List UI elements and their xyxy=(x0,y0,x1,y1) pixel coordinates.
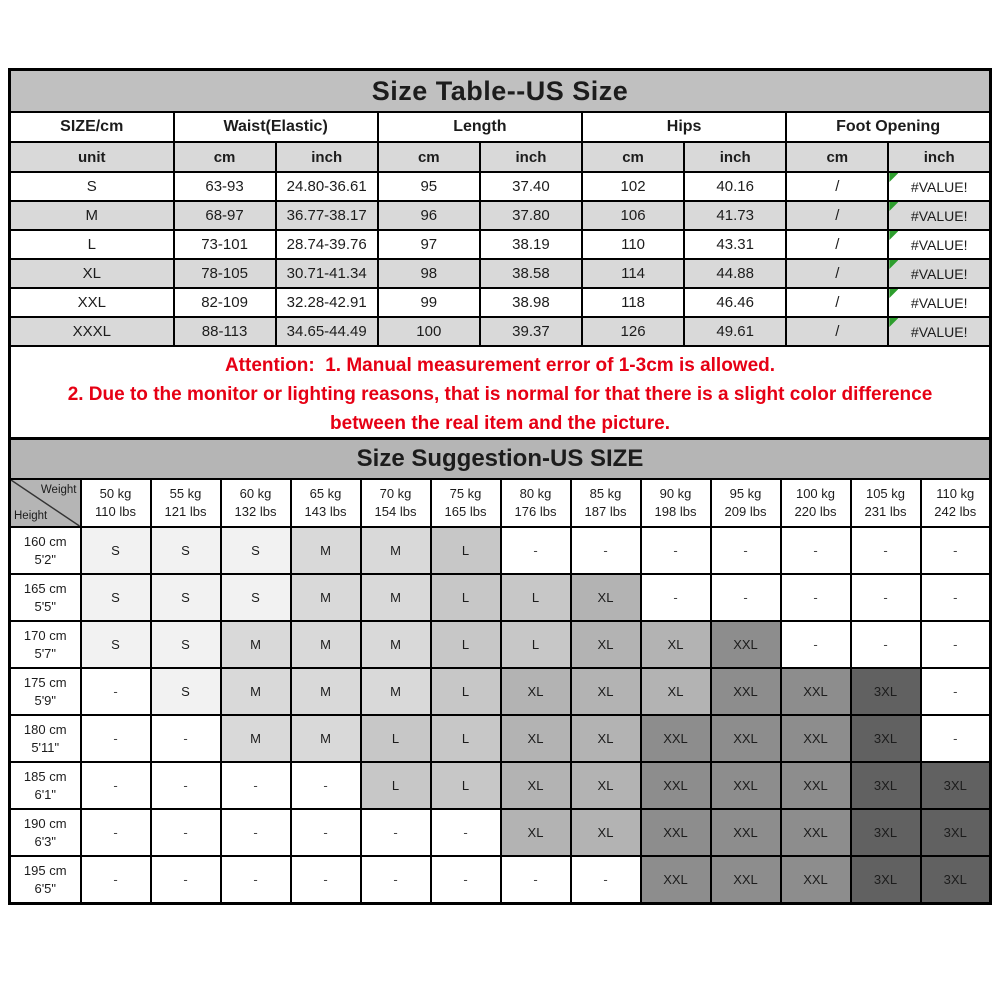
weight-kg-label: 105 kg xyxy=(865,486,906,501)
size-suggestion-cell: - xyxy=(851,574,921,621)
size-suggestion-cell: - xyxy=(151,715,221,762)
size-suggestion-cell: XXL xyxy=(711,715,781,762)
size-suggestion-cell: - xyxy=(851,621,921,668)
size-suggestion-cell: XL xyxy=(571,809,641,856)
size-suggestion-cell: S xyxy=(151,621,221,668)
unit-cell: inch xyxy=(276,142,378,172)
size-suggestion-cell: - xyxy=(781,574,851,621)
measurement-cell-length_cm: 100 xyxy=(378,317,480,346)
height-cm-label: 185 cm xyxy=(23,768,67,784)
size-suggestion-section xyxy=(8,437,992,905)
size-suggestion-cell: - xyxy=(151,762,221,809)
column-group-header: Foot Opening xyxy=(786,112,990,142)
error-value-text: #VALUE! xyxy=(910,294,968,311)
size-suggestion-cell: - xyxy=(151,809,221,856)
size-suggestion-cell: - xyxy=(81,762,151,809)
suggestion-row xyxy=(10,527,991,574)
size-suggestion-cell: M xyxy=(361,621,431,668)
size-suggestion-cell: XXL xyxy=(781,668,851,715)
size-suggestion-cell: XXL xyxy=(641,856,711,904)
size-suggestion-cell: - xyxy=(291,809,361,856)
value-error-cell xyxy=(888,230,990,259)
size-suggestion-cell: XXL xyxy=(781,809,851,856)
weight-lbs-label: 220 lbs xyxy=(794,504,837,519)
height-cm-label: 160 cm xyxy=(23,533,67,549)
height-ft-label: 6'1" xyxy=(34,786,57,802)
column-group-header: Waist(Elastic) xyxy=(174,112,378,142)
suggestion-row xyxy=(10,668,991,715)
measurement-cell-hips_cm: 126 xyxy=(582,317,684,346)
measurement-cell-length_cm: 96 xyxy=(378,201,480,230)
weight-lbs-label: 110 lbs xyxy=(95,504,136,519)
weight-kg-label: 100 kg xyxy=(795,486,836,501)
error-triangle-icon xyxy=(889,202,898,211)
suggestion-row xyxy=(10,809,991,856)
weight-lbs-label: 154 lbs xyxy=(374,504,417,519)
size-suggestion-cell: - xyxy=(291,762,361,809)
height-label-cell xyxy=(10,621,81,668)
measurement-cell-waist_inch: 36.77-38.17 xyxy=(276,201,378,230)
size-suggestion-cell: - xyxy=(221,856,291,904)
suggestion-row xyxy=(10,621,991,668)
weight-kg-label: 50 kg xyxy=(99,486,132,501)
unit-cell: cm xyxy=(582,142,684,172)
size-suggestion-cell: L xyxy=(431,527,501,574)
weight-kg-label: 80 kg xyxy=(519,486,552,501)
weight-header-cell xyxy=(291,479,361,527)
size-suggestion-cell: - xyxy=(921,527,991,574)
weight-lbs-label: 187 lbs xyxy=(584,504,627,519)
size-suggestion-cell: - xyxy=(921,621,991,668)
column-group-header: Hips xyxy=(582,112,786,142)
size-suggestion-cell: - xyxy=(221,762,291,809)
size-suggestion-cell: XXL xyxy=(711,856,781,904)
size-suggestion-cell: 3XL xyxy=(851,809,921,856)
weight-header-cell xyxy=(571,479,641,527)
value-error-cell xyxy=(888,201,990,230)
error-value-text: #VALUE! xyxy=(910,207,968,224)
measurement-cell-length_cm: 98 xyxy=(378,259,480,288)
weight-lbs-label: 121 lbs xyxy=(164,504,207,519)
size-suggestion-cell: - xyxy=(851,527,921,574)
size-suggestion-cell: 3XL xyxy=(851,762,921,809)
size-suggestion-cell: - xyxy=(501,856,571,904)
size-suggestion-cell: XL xyxy=(641,668,711,715)
attention-note xyxy=(10,346,991,443)
size-suggestion-cell: XL xyxy=(501,715,571,762)
size-suggestion-cell: S xyxy=(81,574,151,621)
size-suggestion-cell: M xyxy=(291,574,361,621)
size-row xyxy=(10,317,991,346)
error-value-text: #VALUE! xyxy=(910,265,968,282)
size-suggestion-cell: XXL xyxy=(711,809,781,856)
corner-height-label: Height xyxy=(14,510,48,522)
unit-cell: inch xyxy=(684,142,786,172)
measurement-cell-foot_cm: / xyxy=(786,288,888,317)
measurement-cell-length_cm: 95 xyxy=(378,172,480,201)
size-suggestion-cell: - xyxy=(921,574,991,621)
size-label-cell: M xyxy=(10,201,174,230)
measurement-cell-length_inch: 38.98 xyxy=(480,288,582,317)
size-suggestion-cell: XL xyxy=(571,715,641,762)
size-suggestion-cell: L xyxy=(431,715,501,762)
size-suggestion-cell: XXL xyxy=(781,856,851,904)
measurement-cell-length_cm: 99 xyxy=(378,288,480,317)
size-label-cell: XL xyxy=(10,259,174,288)
column-group-header: SIZE/cm xyxy=(10,112,174,142)
error-value-text: #VALUE! xyxy=(910,178,968,195)
weight-header-cell xyxy=(221,479,291,527)
weight-lbs-label: 132 lbs xyxy=(234,504,277,519)
height-label-cell xyxy=(10,715,81,762)
error-triangle-icon xyxy=(889,231,898,240)
weight-kg-label: 90 kg xyxy=(659,486,692,501)
measurement-cell-waist_cm: 63-93 xyxy=(174,172,276,201)
size-suggestion-cell: XL xyxy=(571,621,641,668)
height-ft-label: 5'7" xyxy=(34,645,57,661)
size-suggestion-cell: - xyxy=(571,856,641,904)
measurement-cell-hips_inch: 43.31 xyxy=(684,230,786,259)
measurement-cell-hips_inch: 41.73 xyxy=(684,201,786,230)
height-label-cell xyxy=(10,668,81,715)
column-group-header-row xyxy=(10,112,991,142)
size-suggestion-cell: - xyxy=(711,574,781,621)
weight-lbs-label: 176 lbs xyxy=(514,504,557,519)
weight-lbs-label: 209 lbs xyxy=(724,504,767,519)
suggestion-title-row xyxy=(10,439,991,480)
size-suggestion-table xyxy=(8,437,992,905)
unit-cell: cm xyxy=(786,142,888,172)
weight-lbs-label: 231 lbs xyxy=(864,504,907,519)
size-suggestion-cell: XL xyxy=(571,574,641,621)
size-suggestion-cell: L xyxy=(431,574,501,621)
height-ft-label: 5'9" xyxy=(34,692,57,708)
size-suggestion-cell: S xyxy=(221,527,291,574)
measurement-cell-hips_inch: 49.61 xyxy=(684,317,786,346)
unit-cell: unit xyxy=(10,142,174,172)
measurement-cell-waist_inch: 34.65-44.49 xyxy=(276,317,378,346)
measurement-cell-hips_inch: 46.46 xyxy=(684,288,786,317)
size-suggestion-cell: S xyxy=(151,527,221,574)
size-suggestion-cell: M xyxy=(221,715,291,762)
weight-header-cell xyxy=(641,479,711,527)
size-suggestion-cell: XL xyxy=(641,621,711,668)
size-suggestion-cell: L xyxy=(431,668,501,715)
height-label-cell xyxy=(10,527,81,574)
size-suggestion-cell: - xyxy=(781,527,851,574)
suggestion-row xyxy=(10,856,991,904)
measurement-cell-hips_inch: 44.88 xyxy=(684,259,786,288)
weight-lbs-label: 198 lbs xyxy=(654,504,697,519)
height-ft-label: 5'11" xyxy=(31,739,60,755)
size-suggestion-cell: - xyxy=(711,527,781,574)
height-ft-label: 5'5" xyxy=(34,598,57,614)
size-table-title-row xyxy=(10,70,991,113)
size-suggestion-cell: XL xyxy=(501,809,571,856)
height-ft-label: 5'2" xyxy=(34,551,57,567)
error-value-text: #VALUE! xyxy=(910,323,968,340)
measurement-cell-waist_cm: 78-105 xyxy=(174,259,276,288)
measurement-cell-foot_cm: / xyxy=(786,230,888,259)
size-suggestion-cell: 3XL xyxy=(851,668,921,715)
size-suggestion-cell: L xyxy=(431,621,501,668)
height-cm-label: 165 cm xyxy=(23,580,67,596)
weight-header-cell xyxy=(851,479,921,527)
measurement-cell-hips_cm: 118 xyxy=(582,288,684,317)
size-suggestion-cell: - xyxy=(781,621,851,668)
size-suggestion-cell: M xyxy=(361,527,431,574)
value-error-cell xyxy=(888,288,990,317)
measurement-cell-length_inch: 37.40 xyxy=(480,172,582,201)
size-suggestion-cell: M xyxy=(221,668,291,715)
size-row xyxy=(10,201,991,230)
size-suggestion-cell: 3XL xyxy=(921,856,991,904)
size-suggestion-cell: - xyxy=(81,668,151,715)
size-suggestion-cell: XL xyxy=(501,762,571,809)
size-suggestion-cell: M xyxy=(221,621,291,668)
size-suggestion-cell: L xyxy=(361,762,431,809)
measurement-cell-foot_cm: / xyxy=(786,172,888,201)
size-suggestion-cell: - xyxy=(921,715,991,762)
size-suggestion-cell: - xyxy=(361,856,431,904)
size-suggestion-cell: 3XL xyxy=(851,715,921,762)
value-error-cell xyxy=(888,317,990,346)
measurement-cell-waist_inch: 24.80-36.61 xyxy=(276,172,378,201)
size-suggestion-cell: XXL xyxy=(711,621,781,668)
corner-weight-label: Weight xyxy=(40,484,77,496)
weight-header-cell xyxy=(501,479,571,527)
measurement-cell-hips_cm: 114 xyxy=(582,259,684,288)
height-ft-label: 6'5" xyxy=(34,880,57,896)
size-row xyxy=(10,172,991,201)
attention-line: Attention: 1. Manual measurement error of 1-3cm is allowed. xyxy=(224,354,776,376)
size-suggestion-cell: XXL xyxy=(781,715,851,762)
size-row xyxy=(10,259,991,288)
weight-kg-label: 75 kg xyxy=(449,486,482,501)
height-label-cell xyxy=(10,762,81,809)
size-suggestion-cell: XXL xyxy=(711,762,781,809)
measurement-cell-length_inch: 38.58 xyxy=(480,259,582,288)
unit-cell: cm xyxy=(378,142,480,172)
error-triangle-icon xyxy=(889,289,898,298)
size-table-section xyxy=(8,68,992,444)
height-label-cell xyxy=(10,809,81,856)
value-error-cell xyxy=(888,172,990,201)
measurement-cell-hips_cm: 106 xyxy=(582,201,684,230)
measurement-cell-waist_inch: 28.74-39.76 xyxy=(276,230,378,259)
size-suggestion-cell: - xyxy=(431,856,501,904)
weight-lbs-label: 242 lbs xyxy=(934,504,977,519)
size-label-cell: XXL xyxy=(10,288,174,317)
measurement-cell-waist_inch: 30.71-41.34 xyxy=(276,259,378,288)
size-suggestion-cell: - xyxy=(151,856,221,904)
suggestion-row xyxy=(10,762,991,809)
height-cm-label: 170 cm xyxy=(23,627,67,643)
size-suggestion-cell: 3XL xyxy=(921,762,991,809)
column-group-header: Length xyxy=(378,112,582,142)
weight-header-cell xyxy=(81,479,151,527)
measurement-cell-waist_cm: 68-97 xyxy=(174,201,276,230)
size-suggestion-cell: XXL xyxy=(781,762,851,809)
size-suggestion-cell: S xyxy=(221,574,291,621)
measurement-cell-waist_inch: 32.28-42.91 xyxy=(276,288,378,317)
size-label-cell: L xyxy=(10,230,174,259)
size-suggestion-cell: - xyxy=(81,715,151,762)
weight-kg-label: 95 kg xyxy=(729,486,762,501)
size-suggestion-cell: XL xyxy=(571,668,641,715)
weight-kg-label: 60 kg xyxy=(239,486,272,501)
weight-kg-label: 55 kg xyxy=(169,486,202,501)
measurement-cell-length_cm: 97 xyxy=(378,230,480,259)
size-suggestion-cell: - xyxy=(81,856,151,904)
size-suggestion-cell: M xyxy=(291,621,361,668)
size-suggestion-cell: - xyxy=(641,527,711,574)
size-table-title: Size Table--US Size xyxy=(10,70,991,113)
weight-header-cell xyxy=(921,479,991,527)
suggestion-row xyxy=(10,574,991,621)
size-suggestion-cell: - xyxy=(641,574,711,621)
size-suggestion-cell: L xyxy=(501,574,571,621)
weight-header-cell xyxy=(431,479,501,527)
error-triangle-icon xyxy=(889,318,898,327)
weight-header-row xyxy=(10,479,991,527)
attention-line: between the real item and the picture. xyxy=(330,412,670,434)
measurement-cell-waist_cm: 82-109 xyxy=(174,288,276,317)
size-suggestion-cell: M xyxy=(291,668,361,715)
size-suggestion-cell: S xyxy=(151,574,221,621)
error-triangle-icon xyxy=(889,260,898,269)
size-suggestion-cell: S xyxy=(81,621,151,668)
weight-kg-label: 85 kg xyxy=(589,486,622,501)
size-row xyxy=(10,230,991,259)
measurement-cell-foot_cm: / xyxy=(786,259,888,288)
unit-cell: cm xyxy=(174,142,276,172)
weight-header-cell xyxy=(781,479,851,527)
size-suggestion-cell: - xyxy=(221,809,291,856)
height-ft-label: 6'3" xyxy=(34,833,57,849)
size-suggestion-cell: L xyxy=(501,621,571,668)
height-label-cell xyxy=(10,856,81,904)
size-suggestion-title: Size Suggestion-US SIZE xyxy=(10,439,991,480)
error-triangle-icon xyxy=(889,173,898,182)
size-suggestion-cell: - xyxy=(921,668,991,715)
size-suggestion-cell: XXL xyxy=(641,715,711,762)
measurement-cell-hips_cm: 110 xyxy=(582,230,684,259)
unit-row xyxy=(10,142,991,172)
error-value-text: #VALUE! xyxy=(910,236,968,253)
weight-lbs-label: 165 lbs xyxy=(444,504,487,519)
size-suggestion-cell: XXL xyxy=(641,762,711,809)
size-suggestion-cell: - xyxy=(501,527,571,574)
size-suggestion-cell: M xyxy=(291,527,361,574)
size-suggestion-cell: S xyxy=(81,527,151,574)
measurement-cell-length_inch: 38.19 xyxy=(480,230,582,259)
measurement-cell-hips_inch: 40.16 xyxy=(684,172,786,201)
weight-header-cell xyxy=(151,479,221,527)
height-cm-label: 195 cm xyxy=(23,862,67,878)
attention-line: 2. Due to the monitor or lighting reasons, that is normal for that there is a slight color difference xyxy=(67,383,933,405)
weight-height-corner-cell xyxy=(10,479,81,527)
weight-lbs-label: 143 lbs xyxy=(304,504,347,519)
size-suggestion-cell: L xyxy=(431,762,501,809)
size-suggestion-cell: - xyxy=(291,856,361,904)
size-label-cell: XXXL xyxy=(10,317,174,346)
weight-kg-label: 110 kg xyxy=(936,486,975,501)
size-suggestion-cell: - xyxy=(361,809,431,856)
height-cm-label: 175 cm xyxy=(23,674,67,690)
size-row xyxy=(10,288,991,317)
size-suggestion-cell: S xyxy=(151,668,221,715)
measurement-cell-waist_cm: 88-113 xyxy=(174,317,276,346)
size-suggestion-cell: - xyxy=(431,809,501,856)
measurement-cell-waist_cm: 73-101 xyxy=(174,230,276,259)
size-suggestion-cell: M xyxy=(361,574,431,621)
weight-header-cell xyxy=(711,479,781,527)
weight-header-cell xyxy=(361,479,431,527)
unit-cell: inch xyxy=(888,142,990,172)
size-suggestion-cell: - xyxy=(571,527,641,574)
size-suggestion-cell: XXL xyxy=(711,668,781,715)
size-suggestion-cell: 3XL xyxy=(851,856,921,904)
attention-row xyxy=(10,346,991,443)
size-suggestion-cell: XXL xyxy=(641,809,711,856)
measurement-cell-foot_cm: / xyxy=(786,317,888,346)
size-suggestion-cell: M xyxy=(361,668,431,715)
size-label-cell: S xyxy=(10,172,174,201)
size-table xyxy=(8,68,992,444)
measurement-cell-foot_cm: / xyxy=(786,201,888,230)
size-suggestion-cell: XL xyxy=(571,762,641,809)
height-cm-label: 180 cm xyxy=(23,721,67,737)
size-suggestion-cell: - xyxy=(81,809,151,856)
measurement-cell-length_inch: 37.80 xyxy=(480,201,582,230)
size-suggestion-cell: XL xyxy=(501,668,571,715)
value-error-cell xyxy=(888,259,990,288)
height-cm-label: 190 cm xyxy=(23,815,67,831)
height-label-cell xyxy=(10,574,81,621)
size-suggestion-cell: 3XL xyxy=(921,809,991,856)
unit-cell: inch xyxy=(480,142,582,172)
measurement-cell-hips_cm: 102 xyxy=(582,172,684,201)
measurement-cell-length_inch: 39.37 xyxy=(480,317,582,346)
size-suggestion-cell: L xyxy=(361,715,431,762)
suggestion-row xyxy=(10,715,991,762)
size-suggestion-cell: M xyxy=(291,715,361,762)
weight-kg-label: 70 kg xyxy=(379,486,412,501)
weight-kg-label: 65 kg xyxy=(309,486,342,501)
